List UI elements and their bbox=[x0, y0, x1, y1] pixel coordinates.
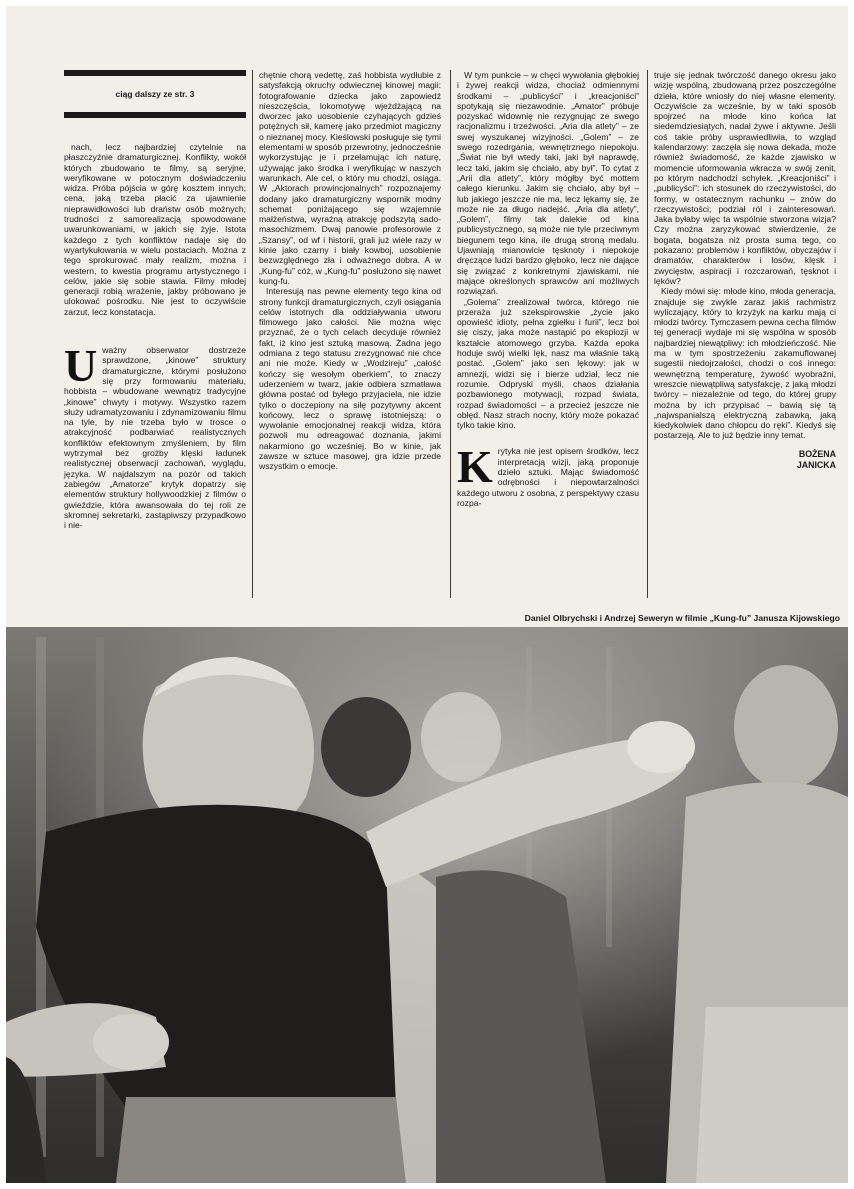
author-first-name: BOŻENA bbox=[798, 448, 836, 459]
magazine-page bbox=[6, 6, 848, 1183]
paragraph: chętnie chorą vedettę, zaś hobbista wydłubie z satysfakcją okruchy odwiecznej kinowej magii: fotografowanie dziecka jako zapowiedź nieszczęścia, lokomotywę wjeżdżającą na dworzec jako uosobienie czyhających gdzieś potężnych sił, kamerę jako przedmiot magiczny o nieznanej mocy. Kieślowski posługuje się tymi elementami w sposób przewrotny, jednocześnie wykorzystując je i przełamując ich naturę, używając jako środka i weryfikując w naszych warunkach. Ale cel, o który mu chodzi, osiąga. W „Aktorach prowincjonalnych” rozpoznajemy dodany jako dramaturgiczny wspornik modny schemat poniżającego się wzajemnie małżeństwa, wyraźną atrakcję podszytą sado-masochizmem. Dwaj panowie profesorowie z „Szansy”, od wf i historii, grali już wiele razy w kinie jako czarny i biały kowboj, uosobienie bezwzględnego zła i odważnego dobra. A w „Kung-fu” cóż, w „Kung-fu” posłużono się nawet kung-fu. bbox=[259, 70, 441, 286]
paragraph-text: rytyka nie jest opisem środków, lecz interpretacją wizji, jaką proponuje dzieło sztuki. Mając świadomość odrębności i niepowtarzalności każdego utworu z osobna, z perspektywy czasu rozpa- bbox=[457, 446, 639, 508]
paragraph: nach, lecz najbardziej czytelnie na płaszczyźnie dramaturgicznej. Konflikty, wokół których zbudowano te filmy, są seryjne, weryfikowane w potocznym doświadczeniu widza. Próba pójścia w górę kosztem innych; cena, jaką trzeba płacić za ujawnienie nieprawidłowości lub draństw osób możnych; trudności z samorealizacją spowodowane uwarunkowaniami, w jakich się żyje. Istota każdego z tych konfliktów nadaje się do wyartykułowania w wielu postaciach. Można z tego sprokurować mały realizm, można i western, to kwestia programu artystycznego i celów, jakie się sobie stawia. Filmy młodej generacji robią wrażenie, jakby próbowano je ulokować pośrodku. Nie jest to oczywiście zarzut, lecz konstatacja. bbox=[64, 142, 246, 317]
paragraph-with-dropcap bbox=[64, 340, 246, 531]
paragraph-text: ważny obserwator dostrzeże sprawdzone, „kinowe” struktury dramaturgiczne, którymi posłużono się przy formowaniu materiału, hobbista – wbudowane wewnątrz tradycyjne „kinowe” chwyty i motywy. Wszystko razem służy udramatyzowaniu i zdynamizowaniu filmu na tyle, by nie trzeba było w trosce o atrakcyjność podbarwiać realistycznych konfliktów efektownym zmyśleniem, by film wytrzymał bez grożby klęski ładunek realistycznej obserwacji zachowań, wyglądu, języka. W najdalszym na pozór od takich zabiegów „Amatorze” krytyk dopatrzy się elementów struktury hollywoodzkiej z filmów o gwieździe, która awansowała do tej roli ze skromnej sekretarki, zastąpiwszy przypadkowo i nie- bbox=[64, 345, 246, 531]
column-divider bbox=[647, 70, 648, 598]
paragraph-with-dropcap bbox=[457, 441, 639, 508]
photo-caption: Daniel Olbrychski i Andrzej Seweryn w filmie „Kung-fu” Janusza Kijowskiego bbox=[524, 613, 840, 623]
continuation-box bbox=[64, 70, 246, 118]
author-byline bbox=[654, 449, 836, 471]
column-divider bbox=[450, 70, 451, 598]
paragraph: Interesują nas pewne elementy tego kina od strony funkcji dramaturgicznych, czyli osiągania celów istotnych dla oddziaływania utworu filmowego jako całości. Nie można więc przyznać, że o tych celach decyduje również fakt, iż kino jest sztuką masową. Żadna jego odmiana z tego statusu zrezygnować nie chce ani nie może. Kiedy w „Wodzireju” „całość kończy się wesołym oberkiem”, to znaczy uderzeniem w twarz, jakie odbiera szmatława główna postać od byłego przyjaciela, nie idzie tylko o doczepiony na siłę pozytywny akcent końcowy, lecz o sprawę istotniejszą: o wywołanie emocjonalnej reakcji widza, która pozwoli mu odreagować doznania, jakimi nakarmiono go wcześniej. Bo w kinie, jak zawsze w sztuce masowej, gra idzie przede wszystkim o emocje. bbox=[259, 286, 441, 472]
paragraph: Kiedy mówi się: młode kino, młoda generacja, znajduje się zwykle zaraz jakiś rachmistrz wyliczający, który to krzyżyk na karku mają ci młodzi twórcy. Tymczasem pewna cecha filmów tej generacji wydaje mi się wspólna w sposób najbardziej niewątpliwy: ich młodzieńczość. Nie ma w tym spostrzeżeniu zakamuflowanej sugestii niedojrzałości, chodzi o coś innego: wewnętrzną temperaturę, żywość wyobraźni, wreszcie niewątpliwą satysfakcję, z jaką młodzi twórcy – niezależnie od tego, do której grupy można by ich przypisać – bawią się tą „najwspanialszą elektryczną zabawką, jaką kiedykolwiek dano chłopcu do ręki”. Kiedyś się postarzeją. Ale to już będzie inny temat. bbox=[654, 286, 836, 441]
column-divider bbox=[252, 70, 253, 598]
paragraph: truje się jednak twórczość danego okresu jako wizję wspólną, zbudowaną przez poszczególne dzieła, które wniosły do niej własne elementy. Oczywiście za wcześnie, by w taki sposób spojrzeć na młode kino końca lat siedemdziesiątych, nadal żywe i aktywne. Jeśli coś takie próby usprawiedliwia, to wzgląd kalendarzowy: zaczęła się nowa dekada, może również świadomość, że każde zjawisko w momencie uformowania wkracza w swój zenit, po którym nadchodzi schyłek. „Kreacjoniści” i „publicyści”: ich stosunek do rzeczywistości, do formy, w ostatecznym rachunku – znów do rzeczywistości; podział ról i zainteresowań. Jaka byłaby więc ta wspólnie stworzona wizja? Czy można zaryzykować stwierdzenie, że bogata, bogatsza niż prosta suma tego, co pokazano: problemów i konfliktów, obyczajów i dramatów, charakterów i losów, klęsk i zwycięstw, aspiracji i rozczarowań, tęsknot i lęków? bbox=[654, 70, 836, 286]
paragraph: „Golema” zrealizował twórca, którego nie przeraża już szekspirowskie „życie jako opowieść idioty, pełna zgiełku i furii”, lecz boi się ciszy, jaka może nastąpić po eksplozji w kształcie atomowego grzyba. Każda epoka hoduje swój wielki lęk, nasz ma właśnie taką postać. „Golem” jako sen lękowy: jak w amnezji, widzi się i bierze udział, lecz nie rozumie. Odpryski myśli, chaos działania pozbawionego motywacji, rozpad świata, rozpad świadomości – a przecież jeszcze nie obłęd. Nasz strach nocny, który może pokazać tylko takie kino. bbox=[457, 296, 639, 431]
drop-cap: K bbox=[457, 441, 493, 493]
author-last-name: JANICKA bbox=[796, 459, 836, 470]
continuation-label: ciąg dalszy ze str. 3 bbox=[115, 88, 195, 99]
paragraph: W tym punkcie – w chęci wywołania głębokiej i żywej reakcji widza, chociaż odmiennymi środkami – „publicyści” i „kreacjoniści” spotykają się niezawodnie. „Amator” próbuje pozyskać widownię nie rezygnując ze swego racjonalizmu i trzeźwości. „Aria dla atlety” – ze swej wyszukanej wizyjności. „Golem” – ze swego rozedrgania, wewnętrznego niepokoju. „Świat nie był wtedy taki, jaki był naprawdę, lecz taki, jakim się chciało, aby był”. To cytat z „Arii dla atlety”, który mógłby być mottem całego kierunku. Jakim się chciało, aby był – lub jakiego jeszcze nie ma, lecz lękamy się, że może nie za długo nadejść. „Aria dla atlety”, „Golem”, filmy tak dalekie od kina publicystycznego, są może nie tyle przeciwnym biegunem tego kina, ile drugą stroną medalu. Ujawniają mianowicie tęsknoty i niepokoje dręczące ludzi bardzo głęboko, lecz nie dające się związać z konkretnymi zjawiskami, nie mające określonych sprawców ani możliwych rozwiązań. bbox=[457, 70, 639, 297]
film-still-photo bbox=[6, 627, 848, 1183]
column-3 bbox=[457, 70, 639, 508]
column-2 bbox=[259, 70, 441, 472]
drop-cap: U bbox=[64, 340, 98, 392]
column-4 bbox=[654, 70, 836, 471]
column-1 bbox=[64, 70, 246, 530]
